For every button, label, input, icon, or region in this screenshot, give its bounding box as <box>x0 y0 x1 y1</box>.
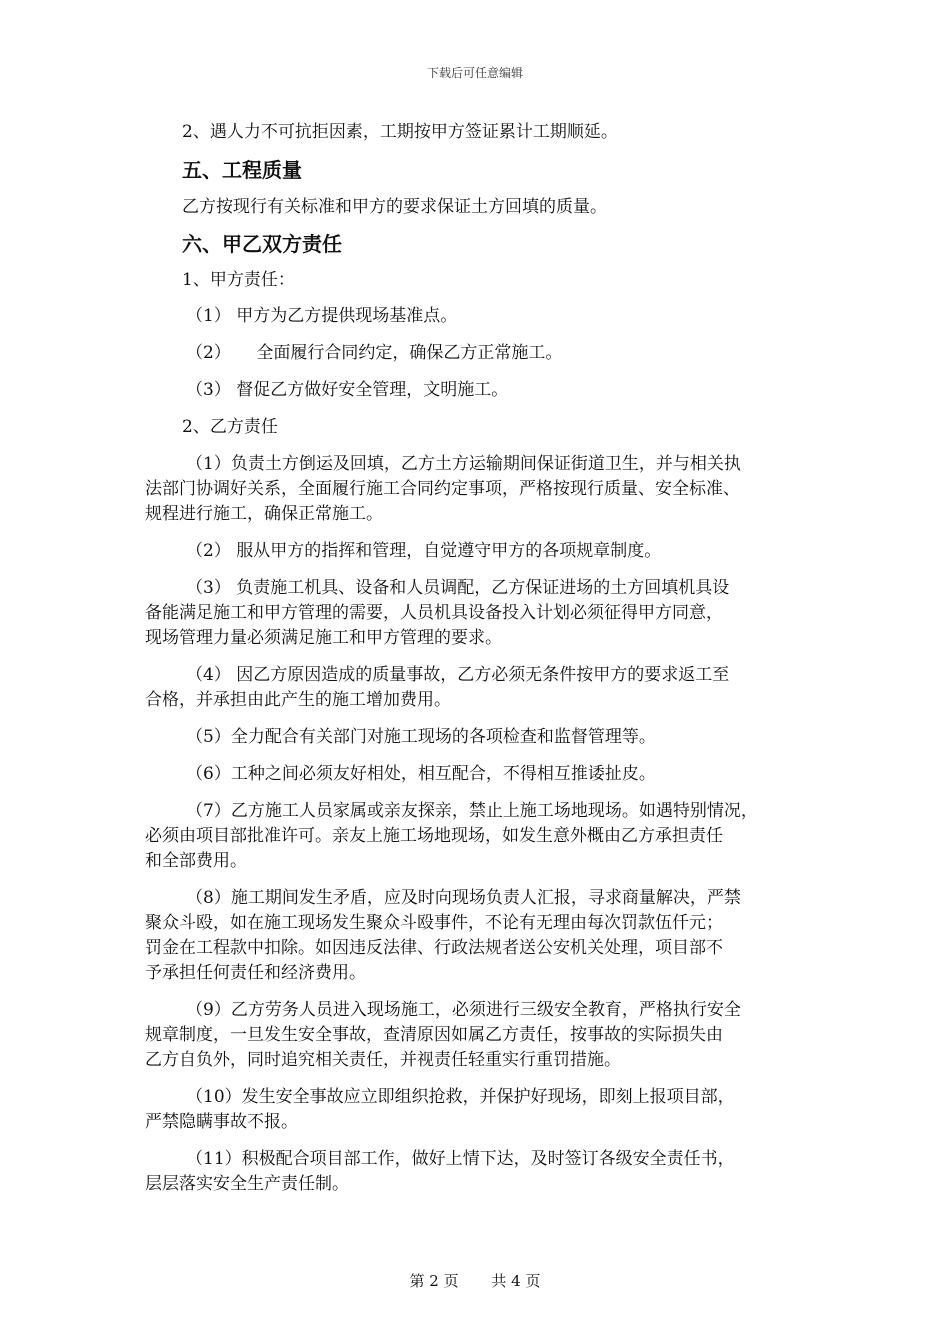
text-line: （8）施工期间发生矛盾，应及时向现场负责人汇报，寻求商量解决，严禁 <box>186 888 741 908</box>
text-line: 合格，并承担由此产生的施工增加费用。 <box>145 690 451 710</box>
text-line: 规程进行施工，确保正常施工。 <box>145 504 383 524</box>
text-line: 1、甲方责任： <box>182 270 295 290</box>
text-line: 层层落实安全生产责任制。 <box>145 1174 349 1194</box>
text-line: （5）全力配合有关部门对施工现场的各项检查和监督管理等。 <box>186 727 656 747</box>
text-line: （2） 服从甲方的指挥和管理，自觉遵守甲方的各项规章制度。 <box>186 541 662 561</box>
text-line: （2） 全面履行合同约定，确保乙方正常施工。 <box>186 343 563 363</box>
text-line: 聚众斗殴，如在施工现场发生聚众斗殴事件，不论有无理由每次罚款伍仟元； <box>145 913 723 933</box>
text-line: 备能满足施工和甲方管理的需要，人员机具设备投入计划必须征得甲方同意， <box>145 603 723 623</box>
header-note: 下载后可任意编辑 <box>426 66 523 80</box>
section-heading: 五、工程质量 <box>182 158 302 182</box>
text-line: （1）负责土方倒运及回填，乙方土方运输期间保证街道卫生，并与相关执 <box>186 454 741 474</box>
text-line: （7）乙方施工人员家属或亲友探亲，禁止上施工场地现场。如遇特别情况， <box>186 801 758 821</box>
text-line: （10）发生安全事故应立即组织抢救，并保护好现场，即刻上报项目部， <box>186 1087 735 1107</box>
text-line: 罚金在工程款中扣除。如因违反法律、行政法规者送公安机关处理，项目部不 <box>145 938 723 958</box>
text-line: （9）乙方劳务人员进入现场施工，必须进行三级安全教育，严格执行安全 <box>186 1000 741 1020</box>
text-line: （1） 甲方为乙方提供现场基准点。 <box>186 306 458 326</box>
text-line: 予承担任何责任和经济费用。 <box>145 963 366 983</box>
text-line: 乙方按现行有关标准和甲方的要求保证土方回填的质量。 <box>182 197 607 217</box>
text-line: （3） 督促乙方做好安全管理，文明施工。 <box>186 380 509 400</box>
page-number: 第 2 页 <box>409 1272 459 1290</box>
page-footer <box>0 1270 950 1291</box>
page-total: 共 4 页 <box>491 1272 541 1290</box>
section-heading: 六、甲乙双方责任 <box>182 232 342 256</box>
text-line: （6）工种之间必须友好相处，相互配合，不得相互推诿扯皮。 <box>186 764 656 784</box>
text-line: 2、乙方责任 <box>182 417 278 437</box>
text-line: 法部门协调好关系，全面履行施工合同约定事项，严格按现行质量、安全标准、 <box>145 479 740 499</box>
text-line: （11）积极配合项目部工作，做好上情下达，及时签订各级安全责任书， <box>186 1149 735 1169</box>
text-line: 必须由项目部批准许可。亲友上施工场地现场，如发生意外概由乙方承担责任 <box>145 826 723 846</box>
text-line: 和全部费用。 <box>145 851 247 871</box>
text-line: 规章制度，一旦发生安全事故，查清原因如属乙方责任，按事故的实际损失由 <box>145 1025 723 1045</box>
text-line: 2、遇人力不可抗拒因素，工期按甲方签证累计工期顺延。 <box>182 122 618 142</box>
text-line: 严禁隐瞒事故不报。 <box>145 1112 298 1132</box>
text-line: （4） 因乙方原因造成的质量事故，乙方必须无条件按甲方的要求返工至 <box>186 665 730 685</box>
text-line: 乙方自负外，同时追究相关责任，并视责任轻重实行重罚措施。 <box>145 1050 621 1070</box>
text-line: （3） 负责施工机具、设备和人员调配，乙方保证进场的土方回填机具设 <box>186 578 730 598</box>
text-line: 现场管理力量必须满足施工和甲方管理的要求。 <box>145 628 502 648</box>
